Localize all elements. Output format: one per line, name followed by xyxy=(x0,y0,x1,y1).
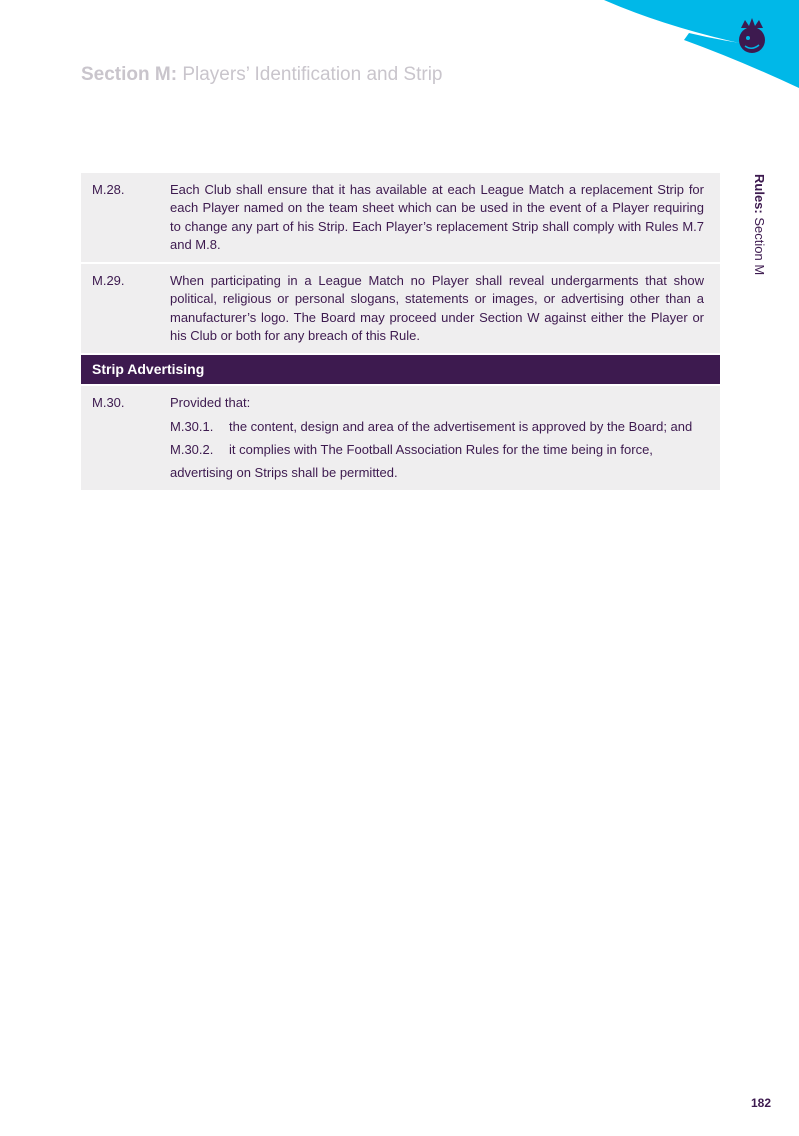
rule-text: Each Club shall ensure that it has available at each League Match a replacement Strip for each Player named on the team sheet which can be used in the event of a Player requiring to change any part of his Strip. Each Player’s replacement Strip shall comply with Rules M.7 and M.8. xyxy=(170,182,704,252)
rule-number: M.29. xyxy=(92,273,125,289)
sub-rule-m30-1 xyxy=(170,418,704,436)
corner-decoration xyxy=(589,0,799,95)
rule-intro: Provided that: xyxy=(170,395,251,411)
rule-number: M.30. xyxy=(92,395,125,411)
rule-row-m30 xyxy=(81,386,720,489)
page-title-bold: Section M: xyxy=(81,64,178,85)
page-number: 182 xyxy=(750,1096,771,1110)
page-title xyxy=(81,64,443,86)
side-tab xyxy=(752,174,767,275)
rule-row-m28 xyxy=(81,173,720,262)
rules-table xyxy=(81,173,720,492)
sub-rule-number: M.30.2. xyxy=(170,441,214,457)
rule-body xyxy=(170,394,704,482)
rule-text: When participating in a League Match no Player shall reveal undergarments that show political, religious or personal slogans, statements or images, or advertising other than a manufacturer’s logo. The Board may proceed under Section W against either the Player or his Club or both for any breach of this Rule. xyxy=(170,273,704,344)
rule-closing: advertising on Strips shall be permitted. xyxy=(170,465,398,481)
sub-rule-text: the content, design and area of the advertisement is approved by the Board; and xyxy=(229,418,693,434)
rule-row-m29 xyxy=(81,264,720,353)
page-title-rest: Players’ Identification and Strip xyxy=(177,64,443,85)
sub-rule-text: it complies with The Football Association Rules for the time being in force, xyxy=(229,441,653,457)
section-heading-strip-advertising: Strip Advertising xyxy=(81,355,720,384)
side-tab-rest: Section M xyxy=(752,213,767,276)
rule-number: M.28. xyxy=(92,182,125,197)
sub-rule-number: M.30.1. xyxy=(170,418,214,434)
side-tab-bold: Rules: xyxy=(752,174,767,214)
sub-rule-m30-2 xyxy=(170,441,704,459)
